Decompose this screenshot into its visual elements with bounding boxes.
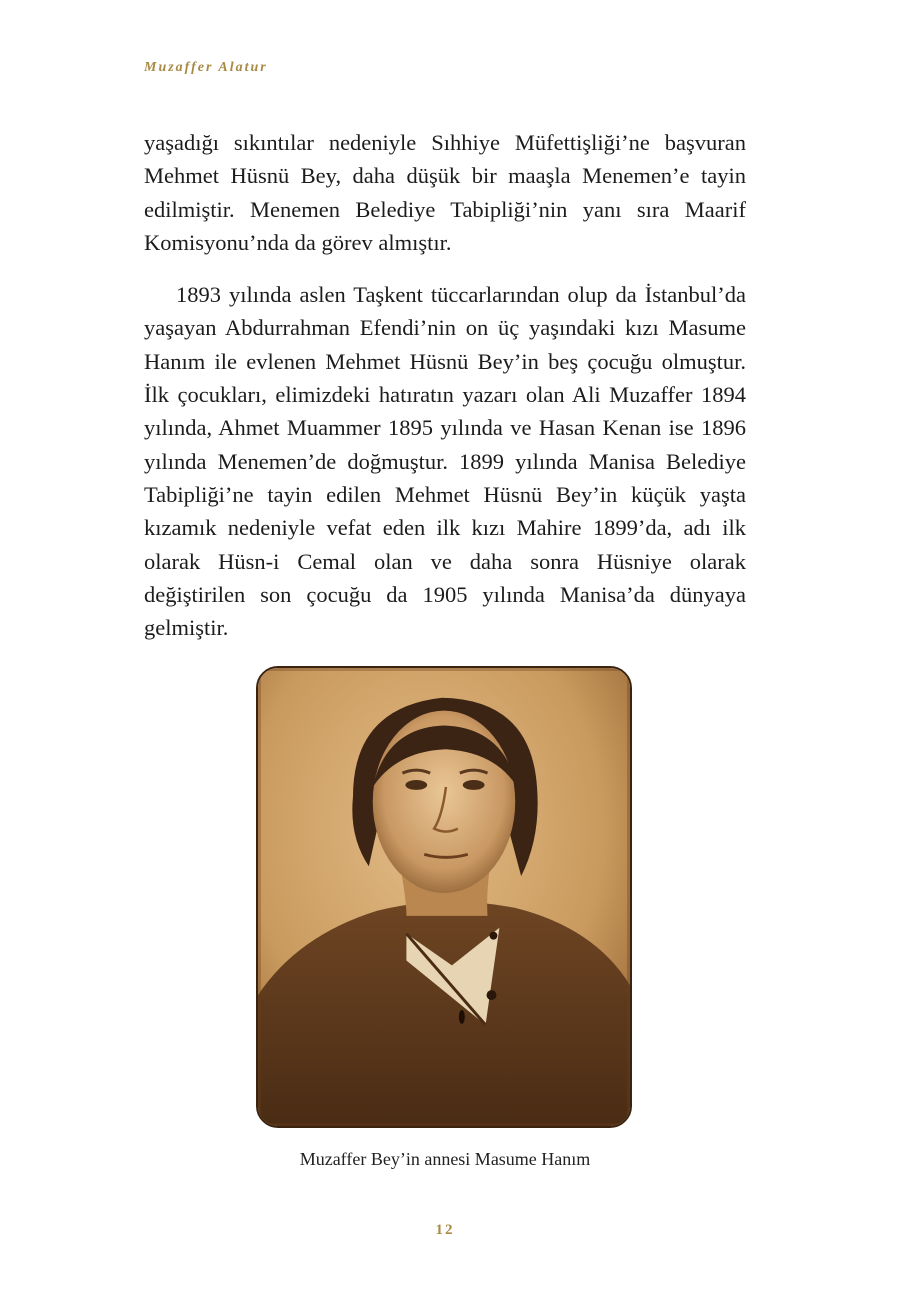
portrait-photo <box>256 666 632 1128</box>
portrait-image <box>258 668 630 1126</box>
paragraph: 1893 yılında aslen Taşkent tüccarlarından olup da İstanbul’da yaşayan Abdurrahman Efendi’nin on üç yaşındaki kızı Masume Hanım ile evlenen Mehmet Hüsnü Bey’in beş çocuğu olmuştur. İlk çocukları, elimizdeki hatıratın yazarı olan Ali Muzaffer 1894 yılında, Ahmet Muammer 1895 yılında ve Hasan Kenan ise 1896 yılında Menemen’de doğmuştur. 1899 yılında Manisa Belediye Tabipliği’ne tayin edilen Mehmet Hüsnü Bey’in küçük yaşta kızamık nedeniyle vefat eden ilk kızı Mahire 1899’da, adı ilk olarak Hüsn-i Cemal olan ve daha sonra Hüsniye olarak değiştirilen son çocuğu da 1905 yılında Manisa’da dünyaya gelmiştir. <box>144 282 746 641</box>
figure-caption: Muzaffer Bey’in annesi Masume Hanım <box>299 1149 591 1169</box>
page-number: 12 <box>435 1222 455 1238</box>
body-text <box>144 126 746 644</box>
running-title: Muzaffer Alatur <box>144 60 268 75</box>
paragraph: yaşadığı sıkıntılar nedeniyle Sıhhiye Müfettişliği’ne başvuran Mehmet Hüsnü Bey, daha düşük bir maaşla Menemen’e tayin edilmiştir. Menemen Belediye Tabipliği’nin yanı sıra Maarif Komisyonu’nda da görev almıştır. <box>144 130 746 255</box>
